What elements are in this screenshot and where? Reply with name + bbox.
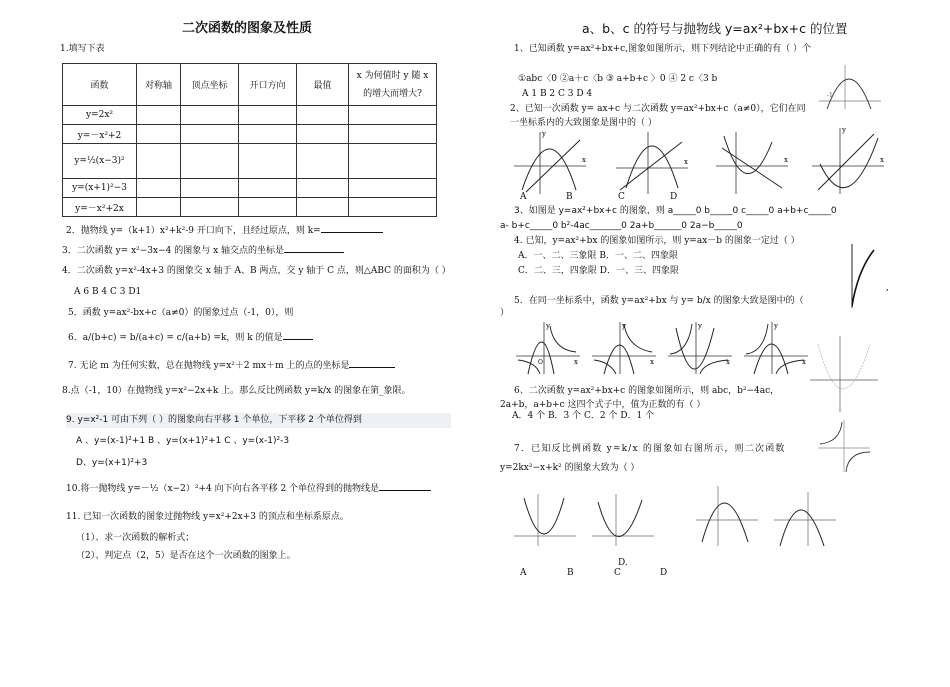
r7-line2: y=2kx²−x+k² 的图象大致为（ ） [500,463,640,473]
row-func: y=2x² [63,106,137,125]
r5-close: ） [500,308,510,318]
svg-text:x: x [684,158,688,166]
r5-graph-b [590,320,658,376]
row-func: y=(x+1)²−3 [63,179,137,198]
svg-text:x: x [650,358,654,366]
q11-part2: （2）、判定点（2，5）是否在这个一次函数的图象上。 [76,551,296,561]
r1-options: A 1 B 2 C 3 D 4 [522,89,593,99]
r2: 2、已知一次函数 y= ax+c 与二次函数 y=ax²+bx+c（a≠0），它们在同 [510,104,806,114]
svg-text:y: y [622,322,626,330]
q10: 10.将一抛物线 y=－½（x−2）²+4 向下向右各平移 2 个单位得到的抛物线是 [66,484,431,495]
row-func: y=－x²+2 [63,125,137,144]
properties-table [62,63,437,217]
svg-text:x: x [784,156,788,164]
q8: 8.点（-1，10）在抛物线 y=x²−2x+k 上。那么反比例函数 y=k/x 的图象在第_象限。 [62,386,411,396]
svg-text:y: y [542,130,546,138]
svg-text:x: x [880,156,884,164]
right-title: a、b、c 的符号与抛物线 y=ax²+bx+c 的位置 [582,21,848,36]
q4: 4．二次函数 y=x²-4x+3 的图象交 x 轴于 A、B 两点，交 y 轴于 C 点，则△ABC 的面积为（ ） [62,266,451,276]
r6-line2: 2a+b，a+b+c 这四个式子中，值为正数的有（ ） [500,400,706,410]
svg-text:x: x [726,358,730,366]
th-axis: 对称轴 [137,64,181,106]
r1-parabola-graph [815,63,883,111]
r7-label-d: D [660,568,668,578]
r2-label-d: D [670,192,678,202]
r6-parabola-graph [808,334,880,414]
r7-label-c: C [614,568,621,578]
th-function: 函数 [63,64,137,106]
q6: 6．a/(b+c) = b/(a+c) = c/(a+b) =k，则 k 的值是 [68,333,313,344]
svg-text:x: x [574,358,578,366]
r2-graph-c [712,128,792,198]
r7-hyperbola-graph [816,418,872,474]
th-vertex: 顶点坐标 [181,64,239,106]
svg-text:-1: -1 [827,92,833,99]
q2: 2．抛物线 y=（k+1）x²+k²-9 开口向下，且经过原点，则 k= [66,226,383,237]
r1-statements: ①abc〈0 ②a＋c〈b ③ a+b+c 〉0 ④ 2 c〈3 b [518,74,718,84]
q7: 7. 无论 m 为任何实数，总在抛物线 y=x²＋2 mx＋m 上的点的坐标是 [68,361,395,372]
r3-line2: a- b+c_____0 b²-4ac_______0 2a+b______0 2a−b_____0 [500,221,743,231]
r7: 7．已知反比例函数 y=k/x 的图象如右图所示，则二次函数 [514,444,786,454]
q4-options: A 6 B 4 C 3 D1 [74,287,142,297]
left-title: 二次函数的图象及性质 [182,21,313,36]
r7-graph-a [512,492,578,548]
r6-options: A．4 个 B．3 个 C．2 个 D．1 个 [512,411,655,421]
r4-options-1: A．一、二、三象限 B．一、二、四象限 [518,251,678,261]
r7-label-a: A [520,568,527,578]
r2-line2: 一坐标系内的大致图象是图中的（ ） [510,118,657,128]
r3: 3、如图是 y=ax²+bx+c 的图象，则 a_____0 b_____0 c_____0 a+b+c_____0 [514,206,837,216]
r5-graph-d [742,320,810,376]
svg-text:y: y [698,322,702,330]
r2-graph-a [510,128,590,198]
row-func: y=½(x−3)² [63,144,137,179]
r7-graph-d [772,490,838,548]
q3: 3．二次函数 y= x²−3x−4 的图象与 x 轴交点的坐标是 [62,246,344,257]
r5-graph-c [666,320,734,376]
th-extreme: 最值 [297,64,349,106]
svg-text:y: y [842,126,846,134]
r1: 1、已知函数 y=ax²+bx+c,图象如图所示，则下列结论中正确的有（ ）个 [514,44,811,54]
r2-label-c: C [618,192,625,202]
svg-text:y: y [774,322,778,330]
svg-text:y: y [546,322,550,330]
r7-graph-c [694,484,760,548]
q11: 11. 已知一次函数的图象过抛物线 y=x²+2x+3 的顶点和坐标系原点。 [66,512,349,522]
r5: 5．在同一坐标系中，函数 y=ax²+bx 与 y= b/x 的图象大致是图中的（ [514,296,804,306]
q11-part1: （1）、求一次函数的解析式； [76,533,195,543]
q9-options: A 、y=(x-1)²+1 B 、y=(x+1)²+1 C 、y=(x-1)²-3 [76,436,290,446]
q5: 5．函数 y=ax²-bx+c（a≠0）的图象过点（-1，0），则 [68,308,294,318]
r2-graph-b [612,128,692,198]
r7-d-mark: D. [618,558,628,568]
r7-label-b: B [567,568,574,578]
r6: 6、二次函数 y=ax²+bx+c 的图象如图所示，则 abc，b²−4ac， [514,386,780,396]
r5-graph-a [514,320,582,376]
q1: 1.填写下表 [60,44,105,54]
svg-text:O: O [538,359,543,366]
r7-graph-b [590,492,656,548]
row-func: y=－x²+2x [63,198,137,217]
r4: 4. 已知，y=ax²+bx 的图象如图所示，则 y=ax－b 的图象一定过（ ） [514,236,800,246]
svg-text:x: x [582,156,586,164]
svg-text:x: x [802,358,806,366]
q9-option-d: D、y=(x+1)²+3 [76,458,148,468]
th-increase: x 为何值时 y 随 x 的增大而增大? [349,64,437,106]
r4-curve-graph [840,240,880,312]
r2-graph-d [808,124,888,198]
r4-options-2: C．二、三，四象限 D．一、三、四象限 [518,266,679,276]
q9: 9. y=x²-1 可由下列（ ）的图象向右平移 1 个单位，下平移 2 个单位得到 [66,413,451,428]
r2-label-b: B [566,192,573,202]
th-opening: 开口方向 [239,64,297,106]
r2-label-a: A [520,192,527,202]
